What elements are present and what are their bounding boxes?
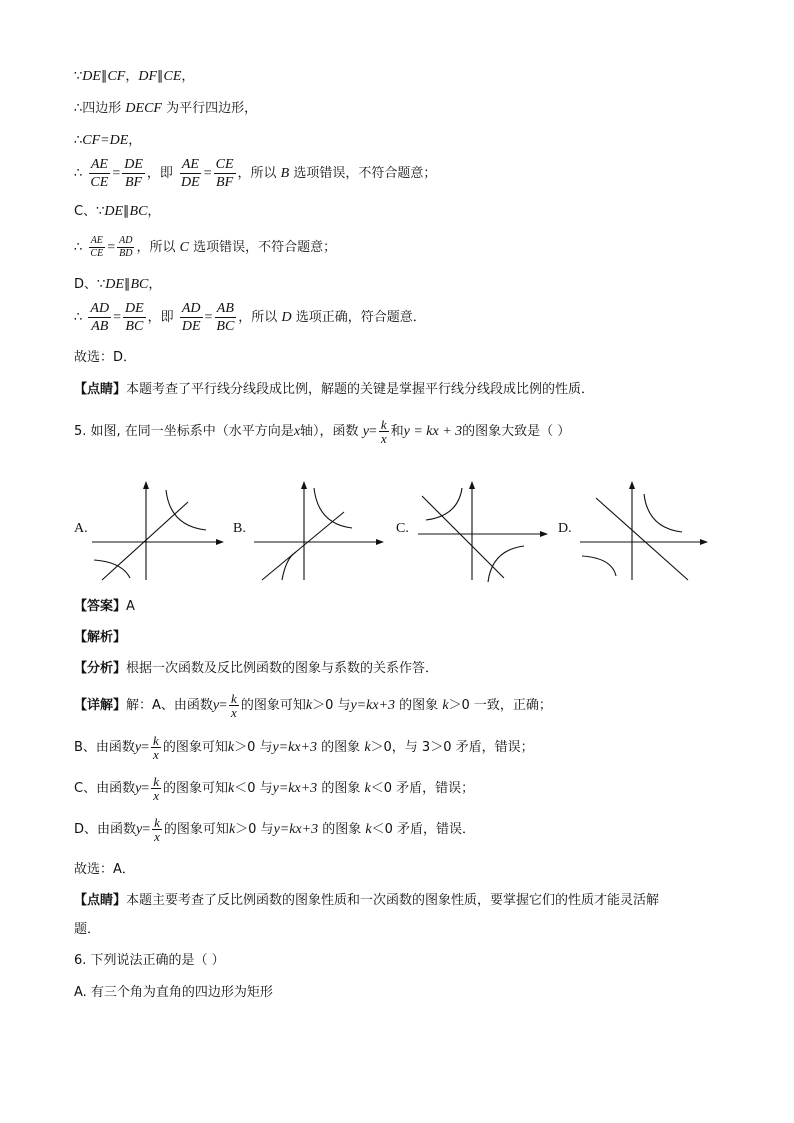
- option-a-label[interactable]: A.: [74, 521, 88, 536]
- line-graph: [422, 496, 504, 578]
- fraction: $\frac{CE}{BF}$: [215, 157, 234, 190]
- answer-tag: 【答案】: [74, 599, 127, 614]
- proof-line-8: ∴ $\frac{AD}{AB}$ = $\frac{DE}{BC}$ ，即 $\frac{AD}{DE}$ = $\frac{AB}{BC}$ ，所以 D 选项正确，符合题意．: [74, 301, 426, 334]
- fraction: $\frac{AD}{BD}$: [119, 235, 133, 259]
- hyperbola-branch-2: [282, 552, 296, 580]
- fraction-k-over-x: $\frac{k}{x}$: [153, 774, 159, 803]
- proof-line-9: 故选：D．: [74, 350, 137, 365]
- hyperbola-branch-1: [314, 488, 352, 528]
- fraction: $\frac{AE}{CE}$: [90, 235, 104, 259]
- option-c-label[interactable]: C.: [396, 521, 409, 536]
- detail-tag: 【详解】: [74, 698, 127, 713]
- fraction: $\frac{DE}{BF}$: [124, 157, 143, 190]
- fraction-k-over-x: $\frac{k}{x}$: [380, 417, 387, 446]
- dianjing-tag: 【点睛】: [74, 893, 127, 908]
- comment-line: 【点睛】本题考查了平行线分线段成比例，解题的关键是掌握平行线分线段成比例的性质．: [74, 382, 595, 397]
- x-axis-arrow: [700, 539, 708, 545]
- option-b-label[interactable]: B.: [233, 521, 246, 536]
- fraction: $\frac{AD}{AB}$: [90, 301, 110, 334]
- proof-line-1: ∵DE∥CF，DF∥CE，: [74, 69, 195, 84]
- proof-line-5: C、∵DE∥BC，: [74, 204, 161, 219]
- y-axis-arrow: [629, 481, 635, 489]
- fraction: $\frac{DE}{BC}$: [125, 301, 144, 334]
- x-axis-arrow: [216, 539, 224, 545]
- x-axis-arrow: [540, 531, 548, 537]
- analysis-summary: 【分析】根据一次函数及反比例函数的图象与系数的关系作答．: [74, 661, 439, 676]
- detail-line-b: B、由函数y= $\frac{k}{x}$ 的图象可知k＞0 与y=kx+3 的图象 k＞0，与 3＞0 矛盾，错误；: [74, 733, 534, 762]
- detail-line-d: D、由函数y= $\frac{k}{x}$ 的图象可知k＞0 与y=kx+3 的图象 k＜0 矛盾，错误．: [74, 815, 476, 844]
- line-graph: [102, 502, 188, 580]
- fraction-k-over-x: $\frac{k}{x}$: [154, 815, 160, 844]
- question-6-stem: 6. 下列说法正确的是（ ）: [74, 953, 225, 968]
- proof-line-3: ∴CF=DE，: [74, 133, 142, 148]
- hyperbola-branch-1: [426, 488, 462, 520]
- option-b-graph[interactable]: [248, 476, 388, 586]
- x-axis-arrow: [376, 539, 384, 545]
- fraction: $\frac{AB}{BC}$: [216, 301, 235, 334]
- answer-line: 【答案】A: [74, 599, 135, 614]
- option-d-graph[interactable]: [576, 476, 716, 586]
- fenxi-tag: 【分析】: [74, 661, 127, 676]
- option-d-label[interactable]: D.: [558, 521, 572, 536]
- dianjing-line-2: 题．: [74, 922, 101, 937]
- proof-line-4: ∴ $\frac{AE}{CE}$ = $\frac{DE}{BF}$ ，即 $\frac{AE}{DE}$ = $\frac{CE}{BF}$ ，所以 B 选项错误，不符合题意；: [74, 157, 437, 190]
- hyperbola-branch-1: [166, 490, 206, 530]
- y-axis-arrow: [469, 481, 475, 489]
- detail-line-c: C、由函数y= $\frac{k}{x}$ 的图象可知k＜0 与y=kx+3 的图象 k＜0 矛盾，错误；: [74, 774, 475, 803]
- fraction: $\frac{AD}{DE}$: [181, 301, 201, 334]
- question-5-stem: 5. 如图, 在同一坐标系中（水平方向是x轴），函数 y= $\frac{k}{x}$ 和y = kx + 3的图象大致是（ ）: [74, 417, 571, 446]
- option-a-graph[interactable]: [88, 476, 228, 586]
- comment-tag: 【点睛】: [74, 382, 127, 397]
- question-6-option-a[interactable]: A. 有三个角为直角的四边形为矩形: [74, 985, 273, 1000]
- proof-line-2: ∴四边形 DECF 为平行四边形，: [74, 101, 258, 116]
- hyperbola-branch-2: [582, 556, 616, 576]
- choose-line: 故选：A．: [74, 862, 135, 877]
- line-graph: [262, 512, 344, 580]
- detail-line-a: 【详解】解：A、由函数y= $\frac{k}{x}$ 的图象可知k＞0 与y=kx+3 的图象 k＞0 一致，正确；: [74, 691, 552, 720]
- proof-line-6: ∴ $\frac{AE}{CE}$ = $\frac{AD}{BD}$ ，所以 C 选项错误，不符合题意；: [74, 235, 337, 259]
- fraction: $\frac{AE}{DE}$: [181, 157, 200, 190]
- dianjing-line-1: 【点睛】本题主要考查了反比例函数的图象性质和一次函数的图象性质，要掌握它们的性质才能灵活解: [74, 893, 660, 908]
- hyperbola-branch-2: [488, 546, 524, 582]
- fraction-k-over-x: $\frac{k}{x}$: [231, 691, 237, 720]
- proof-line-7: D、∵DE∥BC，: [74, 277, 162, 292]
- analysis-heading: 【解析】: [74, 630, 127, 645]
- option-c-graph[interactable]: [412, 476, 552, 586]
- fraction: $\frac{AE}{CE}$: [90, 157, 109, 190]
- line-graph: [596, 498, 688, 580]
- hyperbola-branch-1: [644, 494, 682, 532]
- y-axis-arrow: [301, 481, 307, 489]
- fraction-k-over-x: $\frac{k}{x}$: [153, 733, 159, 762]
- y-axis-arrow: [143, 481, 149, 489]
- hyperbola-branch-2: [94, 560, 130, 578]
